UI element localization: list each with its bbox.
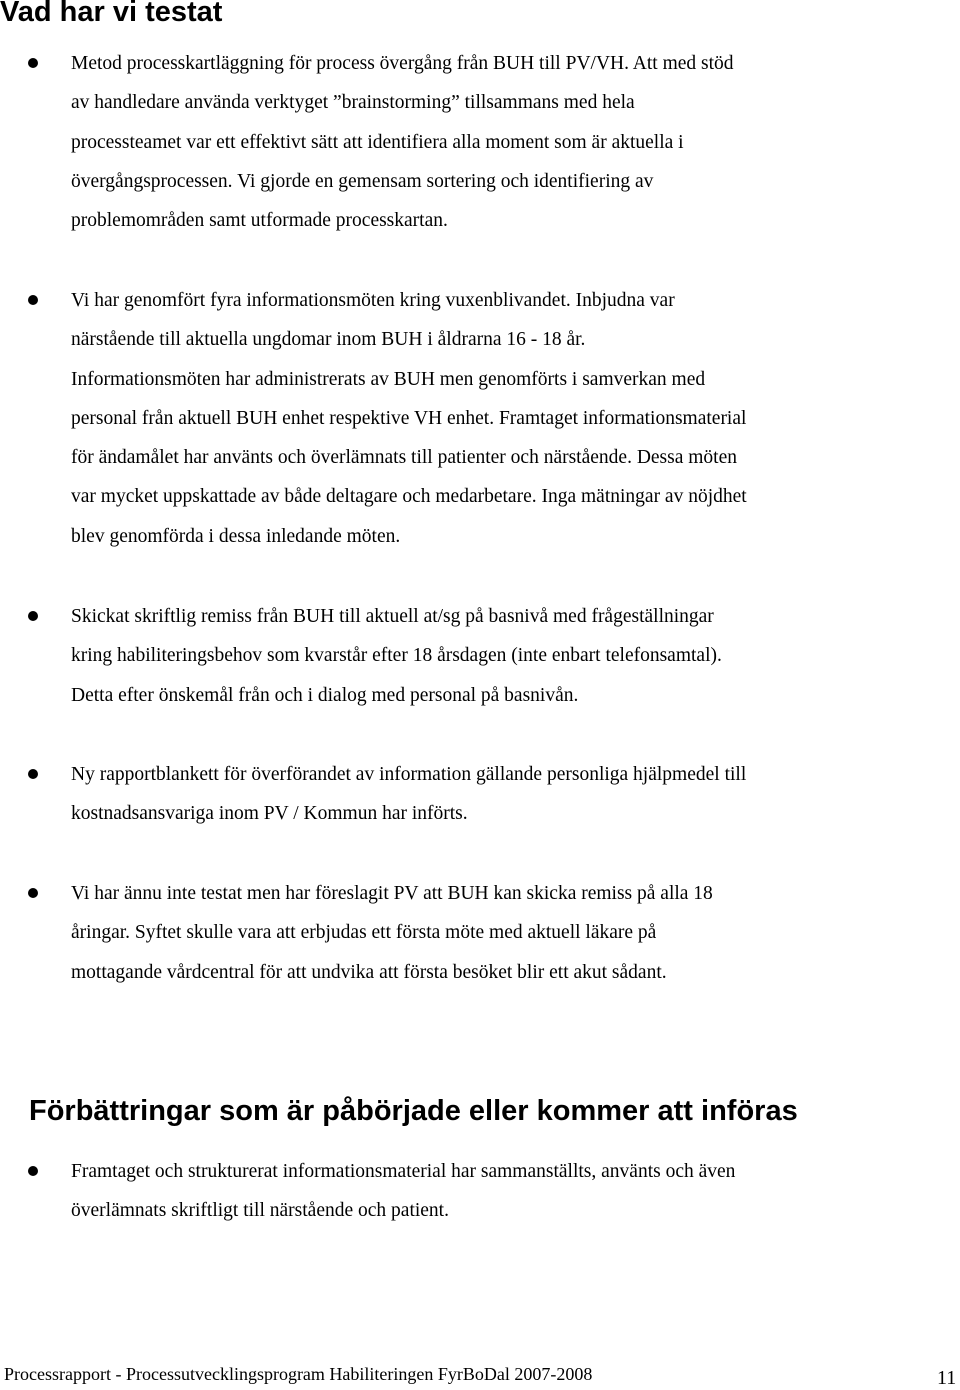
section-heading-tested: Vad har vi testat bbox=[0, 0, 223, 28]
list-item-referral bbox=[71, 597, 951, 715]
text-line: processteamet var ett effektivt sätt att identifiera alla moment som är aktuella i bbox=[71, 131, 684, 153]
list-item-method bbox=[71, 44, 951, 240]
text-line: Ny rapportblankett för överförandet av information gällande personliga hjälpmedel till bbox=[71, 764, 747, 785]
list-item-information-meetings bbox=[71, 281, 951, 556]
text-line: Metod processkartläggning för process övergång från BUH till PV/VH. Att med stöd bbox=[71, 53, 734, 74]
text-line: personal från aktuell BUH enhet respektive VH enhet. Framtaget informationsmaterial bbox=[71, 407, 747, 429]
bullet-icon bbox=[28, 611, 38, 621]
text-line: problemområden samt utformade processkartan. bbox=[71, 210, 448, 232]
text-line: Framtaget och strukturerat informationsmaterial har sammanställts, använts och även bbox=[71, 1161, 736, 1182]
text-line: av handledare använda verktyget ”brainstorming” tillsammans med hela bbox=[71, 92, 635, 114]
text-line: Skickat skriftlig remiss från BUH till aktuell at/sg på basnivå med frågeställningar bbox=[71, 606, 714, 627]
page-number: 11 bbox=[937, 1367, 957, 1389]
bullet-icon bbox=[28, 769, 38, 779]
bullet-icon bbox=[28, 888, 38, 898]
list-item-proposal bbox=[71, 874, 951, 992]
page-footer: Processrapport - Processutvecklingsprogram Habiliteringen FyrBoDal 2007-2008 bbox=[4, 1364, 593, 1384]
text-line: närstående till aktuella ungdomar inom BUH i åldrarna 16 - 18 år. bbox=[71, 329, 586, 351]
text-line: kring habiliteringsbehov som kvarstår efter 18 årsdagen (inte enbart telefonsamtal). bbox=[71, 645, 722, 667]
text-line: Vi har genomfört fyra informationsmöten kring vuxenblivandet. Inbjudna var bbox=[71, 290, 675, 311]
bullet-icon bbox=[28, 1166, 38, 1176]
text-line: blev genomförda i dessa inledande möten. bbox=[71, 525, 401, 547]
text-line: Informationsmöten har administrerats av BUH men genomförts i samverkan med bbox=[71, 368, 706, 390]
text-line: åringar. Syftet skulle vara att erbjudas ett första möte med aktuell läkare på bbox=[71, 922, 657, 944]
text-line: överlämnats skriftligt till närstående och patient. bbox=[71, 1200, 449, 1222]
text-line: för ändamålet har använts och överlämnats till patienter och närstående. Dessa möten bbox=[71, 447, 737, 469]
list-item-information-material bbox=[71, 1152, 951, 1231]
text-line: Detta efter önskemål från och i dialog med personal på basnivån. bbox=[71, 684, 579, 706]
text-line: kostnadsansvariga inom PV / Kommun har införts. bbox=[71, 803, 468, 825]
section-heading-improvements: Förbättringar som är påbörjade eller kommer att införas bbox=[29, 1095, 798, 1127]
bullet-icon bbox=[28, 58, 38, 68]
text-line: Vi har ännu inte testat men har föreslagit PV att BUH kan skicka remiss på alla 18 bbox=[71, 883, 713, 904]
text-line: mottagande vårdcentral för att undvika att första besöket blir ett akut sådant. bbox=[71, 961, 667, 983]
list-item-report-form bbox=[71, 755, 951, 834]
text-line: övergångsprocessen. Vi gjorde en gemensam sortering och identifiering av bbox=[71, 170, 654, 192]
text-line: var mycket uppskattade av både deltagare och medarbetare. Inga mätningar av nöjdhet bbox=[71, 486, 747, 508]
bullet-icon bbox=[28, 295, 38, 305]
